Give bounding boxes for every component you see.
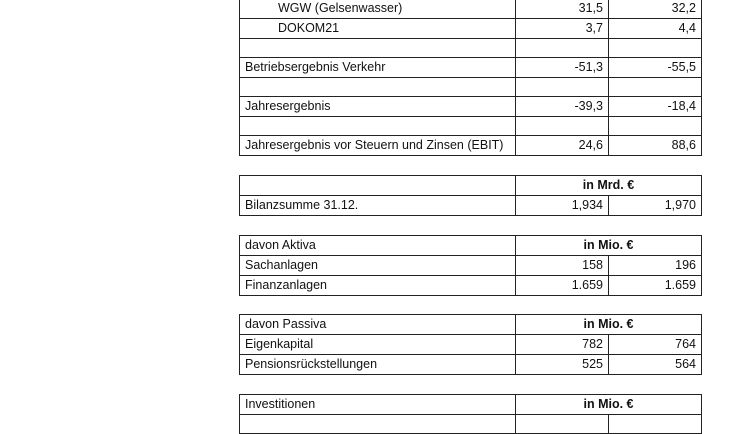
value-year-1: 525 bbox=[516, 355, 609, 375]
row-label: Eigenkapital bbox=[240, 335, 516, 355]
table-header-row bbox=[240, 236, 702, 256]
value-year-2: 1,970 bbox=[609, 196, 702, 216]
table-title: davon Aktiva bbox=[240, 236, 516, 256]
row-label: Jahresergebnis vor Steuern und Zinsen (EBIT) bbox=[240, 136, 516, 156]
table-row bbox=[240, 256, 702, 276]
spacer-row bbox=[240, 117, 702, 136]
liabilities-table bbox=[239, 314, 702, 375]
value-year-2: 564 bbox=[609, 355, 702, 375]
unit-header: in Mio. € bbox=[516, 315, 702, 335]
value-year-2: 88,6 bbox=[609, 136, 702, 156]
table-row bbox=[240, 355, 702, 375]
value-year-2: 4,4 bbox=[609, 19, 702, 39]
unit-header: in Mio. € bbox=[516, 236, 702, 256]
value-year-2: 764 bbox=[609, 335, 702, 355]
value-year-1: 158 bbox=[516, 256, 609, 276]
table-row bbox=[240, 415, 702, 434]
value-year-2: -55,5 bbox=[609, 58, 702, 78]
value-year-1: 31,5 bbox=[516, 0, 609, 19]
table-title: Investitionen bbox=[240, 395, 516, 415]
row-label: DOKOM21 bbox=[240, 19, 516, 39]
row-label: Pensionsrückstellungen bbox=[240, 355, 516, 375]
table-row bbox=[240, 58, 702, 78]
table-header-row bbox=[240, 176, 702, 196]
table-row bbox=[240, 136, 702, 156]
row-label: WGW (Gelsenwasser) bbox=[240, 0, 516, 19]
table-header-row bbox=[240, 315, 702, 335]
value-year-2: 196 bbox=[609, 256, 702, 276]
value-year-1: 782 bbox=[516, 335, 609, 355]
value-year-2: 32,2 bbox=[609, 0, 702, 19]
row-label: Finanzanlagen bbox=[240, 276, 516, 296]
table-row bbox=[240, 335, 702, 355]
table-row bbox=[240, 97, 702, 117]
table-header-row bbox=[240, 395, 702, 415]
value-year-1: 1,934 bbox=[516, 196, 609, 216]
table-row bbox=[240, 0, 702, 19]
value-year-1: 24,6 bbox=[516, 136, 609, 156]
row-label: Bilanzsumme 31.12. bbox=[240, 196, 516, 216]
balance-total-table bbox=[239, 175, 702, 216]
table-row bbox=[240, 196, 702, 216]
results-table bbox=[239, 0, 702, 156]
value-year-2: 1.659 bbox=[609, 276, 702, 296]
value-year-2: -18,4 bbox=[609, 97, 702, 117]
table-row bbox=[240, 19, 702, 39]
value-year-1: -39,3 bbox=[516, 97, 609, 117]
row-label: Jahresergebnis bbox=[240, 97, 516, 117]
unit-header: in Mio. € bbox=[516, 395, 702, 415]
value-year-1: 1.659 bbox=[516, 276, 609, 296]
table-row bbox=[240, 276, 702, 296]
row-label: Sachanlagen bbox=[240, 256, 516, 276]
value-year-1: 3,7 bbox=[516, 19, 609, 39]
spacer-row bbox=[240, 78, 702, 97]
spacer-row bbox=[240, 39, 702, 58]
table-title: davon Passiva bbox=[240, 315, 516, 335]
assets-table bbox=[239, 235, 702, 296]
row-label: Betriebsergebnis Verkehr bbox=[240, 58, 516, 78]
value-year-1: -51,3 bbox=[516, 58, 609, 78]
unit-header: in Mrd. € bbox=[516, 176, 702, 196]
investments-table bbox=[239, 394, 702, 434]
